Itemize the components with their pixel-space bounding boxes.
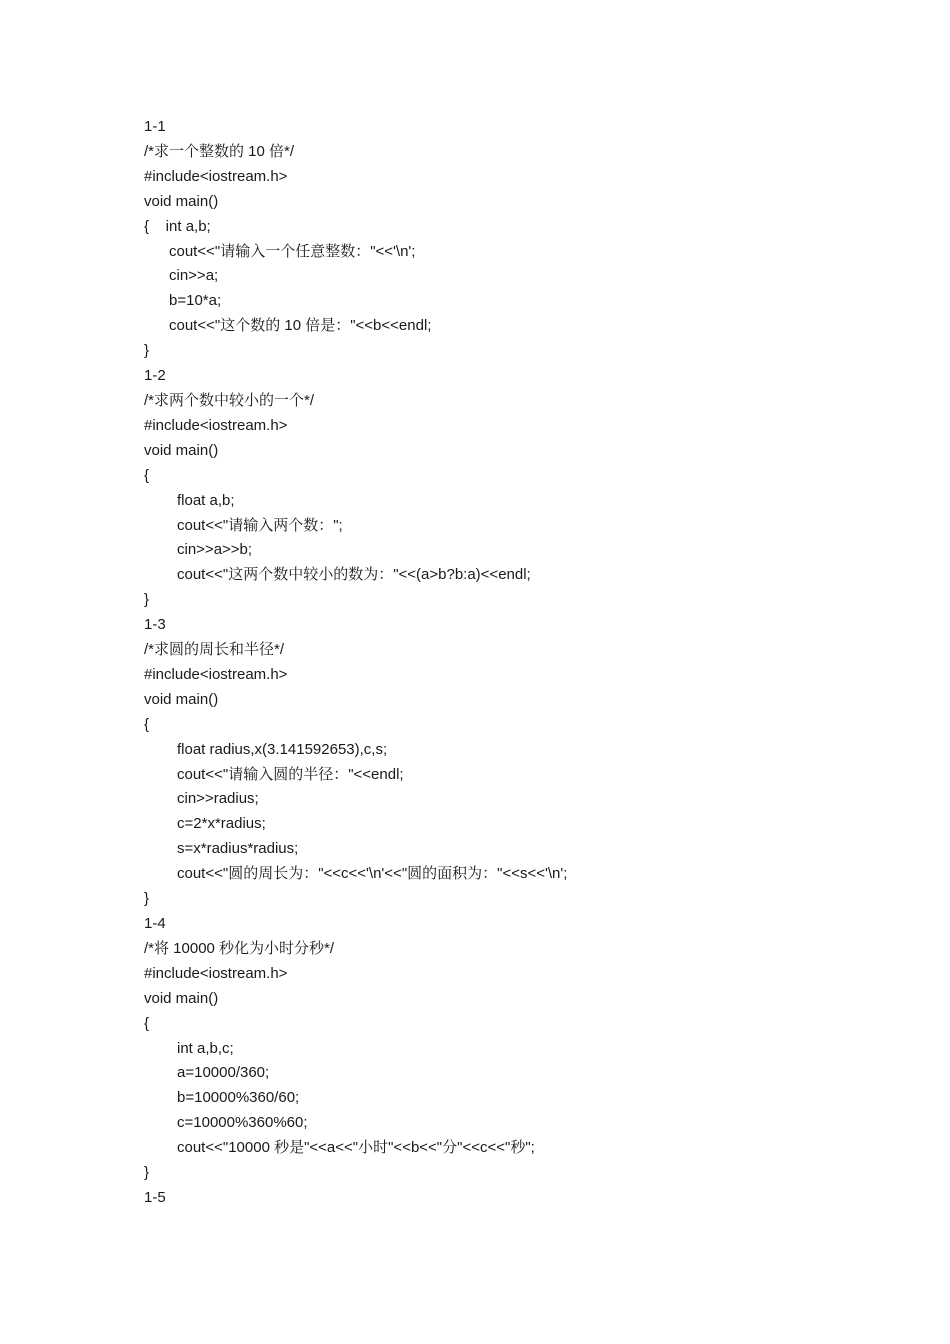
code-line: 1-5 [144,1188,166,1206]
code-line: } [144,1164,150,1182]
code-line: b=10000%360/60; [177,1089,300,1107]
code-line: { int a,b; [144,217,211,235]
code-line: cout<<"10000 秒是"<<a<<"小时"<<b<<"分"<<c<<"秒"; [177,1139,535,1157]
code-line: #include<iostream.h> [144,416,288,434]
code-line: #include<iostream.h> [144,964,288,982]
code-line: float a,b; [177,491,235,509]
code-line: cin>>a>>b; [177,541,253,559]
code-line: int a,b,c; [177,1039,234,1057]
code-line: { [144,715,150,733]
code-line: void main() [144,192,219,210]
code-line: #include<iostream.h> [144,167,288,185]
code-line: c=10000%360%60; [177,1114,308,1132]
code-line: void main() [144,989,219,1007]
code-line: 1-2 [144,367,166,385]
code-line: float radius,x(3.141592653),c,s; [177,740,388,758]
code-line: /*求两个数中较小的一个*/ [144,391,315,409]
code-line: cout<<"这两个数中较小的数为："<<(a>b?b:a)<<endl; [177,566,531,584]
code-listing [144,115,844,1211]
code-line: s=x*radius*radius; [177,840,299,858]
code-line: cout<<"这个数的 10 倍是："<<b<<endl; [169,317,432,335]
code-line: #include<iostream.h> [144,665,288,683]
code-line: 1-4 [144,915,166,932]
code-line: } [144,591,150,609]
code-line: /*求一个整数的 10 倍*/ [144,142,295,160]
code-line: /*求圆的周长和半径*/ [144,641,285,659]
code-line: void main() [144,441,219,459]
code-line: } [144,342,150,360]
code-line: c=2*x*radius; [177,815,266,833]
code-line: cout<<"圆的周长为："<<c<<'\n'<<"圆的面积为："<<s<<'\n'; [177,865,568,883]
code-line: 1-1 [144,118,166,135]
code-line: b=10*a; [169,292,222,310]
code-line: a=10000/360; [177,1064,270,1082]
code-line: cout<<"请输入圆的半径："<<endl; [177,765,404,783]
code-line: } [144,890,150,908]
code-line: cout<<"请输入两个数："; [177,516,343,534]
code-line: cin>>a; [169,267,219,285]
code-line: cout<<"请输入一个任意整数："<<'\n'; [169,242,416,260]
code-line: cin>>radius; [177,790,259,808]
code-line: /*将 10000 秒化为小时分秒*/ [144,939,335,957]
code-line: { [144,1014,150,1032]
code-line: void main() [144,690,219,708]
code-line: { [144,466,150,484]
code-line: 1-3 [144,616,166,634]
